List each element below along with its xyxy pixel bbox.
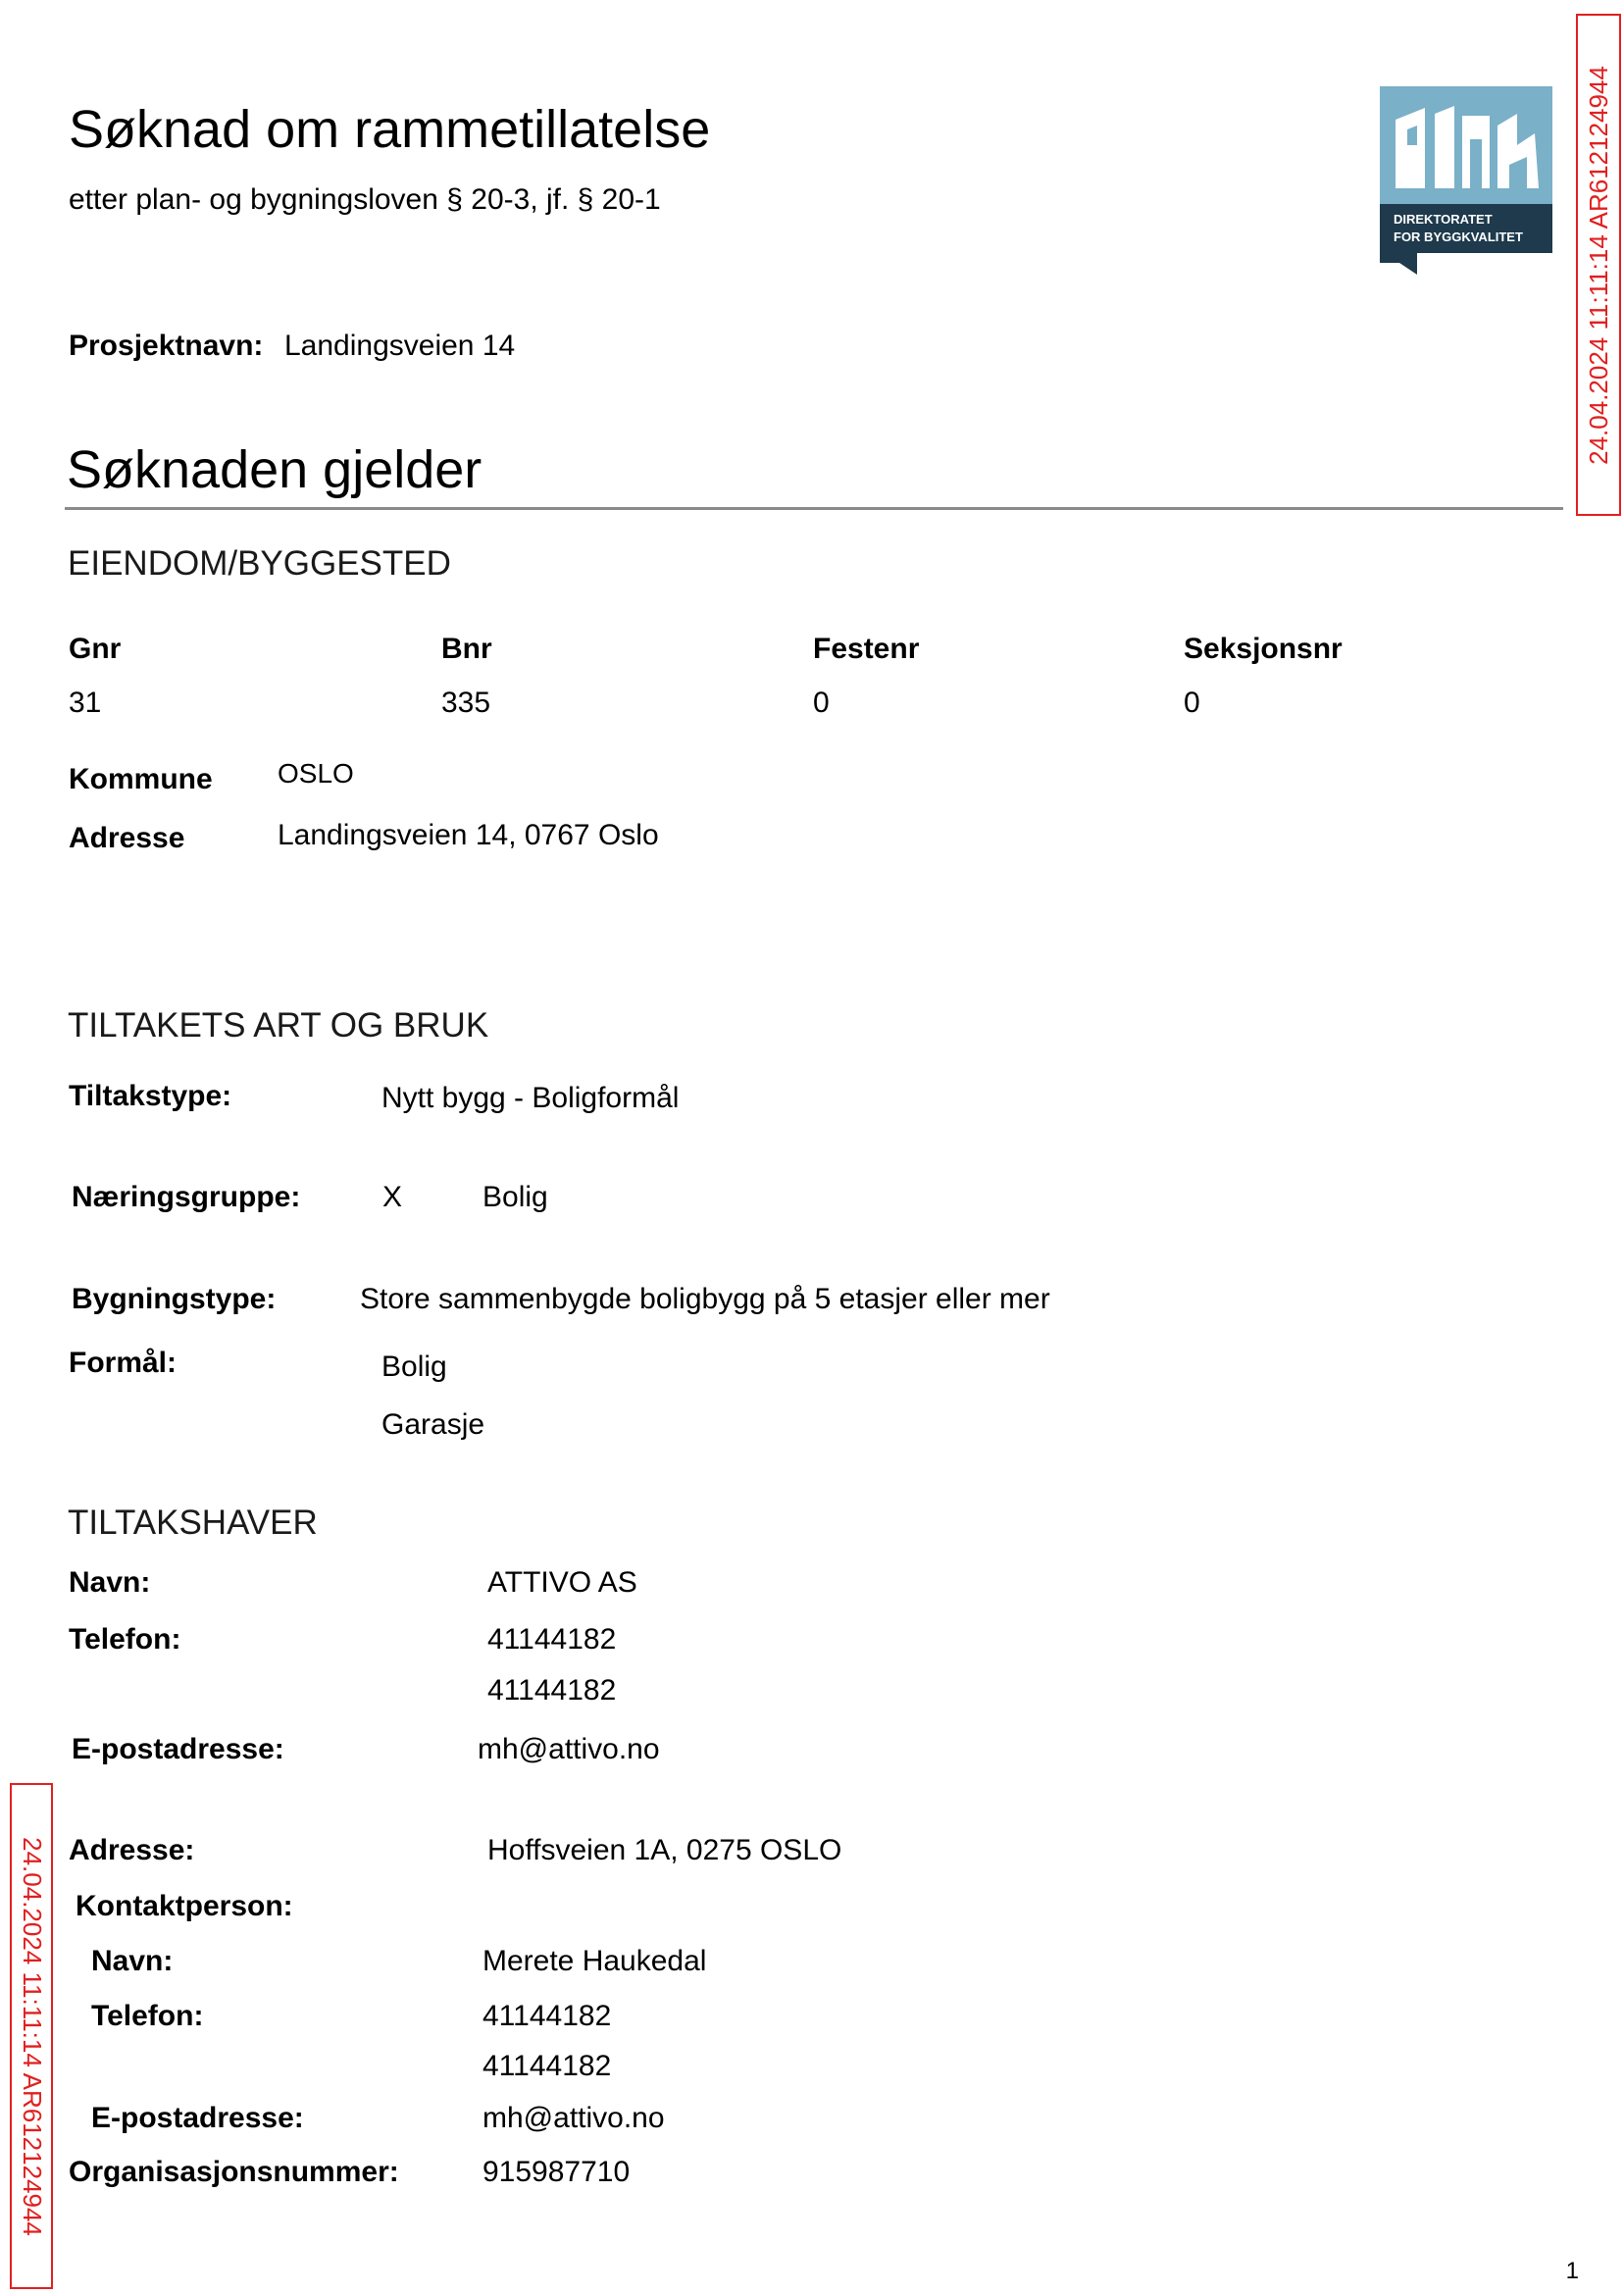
timestamp-stamp-bottom xyxy=(10,1783,53,2289)
section-heading: Søknaden gjelder xyxy=(67,440,482,499)
seksjonsnr-value: 0 xyxy=(1184,687,1200,719)
bygningstype-label: Bygningstype: xyxy=(72,1283,277,1315)
document-title: Søknad om rammetillatelse xyxy=(69,100,711,159)
seksjonsnr-label: Seksjonsnr xyxy=(1184,633,1343,665)
stamp-text: 24.04.2024 11:11:14 AR612124944 xyxy=(1583,65,1613,465)
tiltakshaver-telefon-value-1: 41144182 xyxy=(487,1623,617,1656)
timestamp-stamp-top xyxy=(1576,14,1621,516)
kontakt-telefon-label: Telefon: xyxy=(91,2000,204,2032)
logo-text-line1: DIREKTORATET xyxy=(1394,212,1493,227)
formaal-label: Formål: xyxy=(69,1347,178,1379)
document-subtitle: etter plan- og bygningsloven § 20-3, jf. § 20-1 xyxy=(69,183,661,216)
tiltakshaver-telefon-value-2: 41144182 xyxy=(487,1674,617,1707)
naeringsgruppe-code: X xyxy=(382,1181,403,1213)
kontakt-navn-value: Merete Haukedal xyxy=(482,1945,707,1977)
tiltakshaver-telefon-label: Telefon: xyxy=(69,1623,181,1656)
adresse-value: Landingsveien 14, 0767 Oslo xyxy=(278,819,659,851)
kommune-value: OSLO xyxy=(278,758,354,789)
kontaktperson-label: Kontaktperson: xyxy=(76,1890,293,1922)
festenr-value: 0 xyxy=(813,687,830,719)
tiltakshaver-epost-label: E-postadresse: xyxy=(72,1733,284,1765)
kontakt-telefon-value-1: 41144182 xyxy=(482,2000,612,2032)
orgnr-label: Organisasjonsnummer: xyxy=(69,2156,399,2188)
formaal-value-2: Garasje xyxy=(381,1408,485,1441)
adresse-label: Adresse xyxy=(69,822,185,854)
tiltakstype-value: Nytt bygg - Boligformål xyxy=(381,1082,680,1114)
dibk-logo xyxy=(1380,86,1552,275)
logo-text-line2: FOR BYGGKVALITET xyxy=(1394,229,1523,244)
gnr-value: 31 xyxy=(69,687,102,719)
tiltakshaver-heading: TILTAKSHAVER xyxy=(68,1504,318,1542)
formaal-value-1: Bolig xyxy=(381,1351,447,1383)
kontakt-epost-value: mh@attivo.no xyxy=(482,2102,665,2134)
tiltakshaver-adresse-value: Hoffsveien 1A, 0275 OSLO xyxy=(487,1834,842,1866)
project-name-value: Landingsveien 14 xyxy=(284,330,516,362)
tiltakshaver-navn-label: Navn: xyxy=(69,1566,151,1599)
kommune-label: Kommune xyxy=(69,763,213,795)
orgnr-value: 915987710 xyxy=(482,2156,631,2188)
bnr-label: Bnr xyxy=(441,633,492,665)
bygningstype-value: Store sammenbygde boligbygg på 5 etasjer eller mer xyxy=(360,1283,1050,1315)
stamp-text: 24.04.2024 11:11:14 AR612124944 xyxy=(17,1836,47,2236)
bnr-value: 335 xyxy=(441,687,491,719)
tiltakstype-label: Tiltakstype: xyxy=(69,1080,232,1112)
project-name-label: Prosjektnavn: xyxy=(69,330,264,362)
kontakt-telefon-value-2: 41144182 xyxy=(482,2050,612,2082)
page-number: 1 xyxy=(1565,2258,1579,2284)
tiltakshaver-navn-value: ATTIVO AS xyxy=(487,1566,637,1599)
kontakt-epost-label: E-postadresse: xyxy=(91,2102,304,2134)
section-divider xyxy=(65,507,1563,510)
tiltak-heading: TILTAKETS ART OG BRUK xyxy=(68,1006,489,1045)
eiendom-heading: EIENDOM/BYGGESTED xyxy=(68,544,451,583)
gnr-label: Gnr xyxy=(69,633,122,665)
tiltakshaver-epost-value: mh@attivo.no xyxy=(478,1733,660,1765)
tiltakshaver-adresse-label: Adresse: xyxy=(69,1834,195,1866)
kontakt-navn-label: Navn: xyxy=(91,1945,174,1977)
naeringsgruppe-label: Næringsgruppe: xyxy=(72,1181,301,1213)
festenr-label: Festenr xyxy=(813,633,920,665)
naeringsgruppe-value: Bolig xyxy=(482,1181,548,1213)
